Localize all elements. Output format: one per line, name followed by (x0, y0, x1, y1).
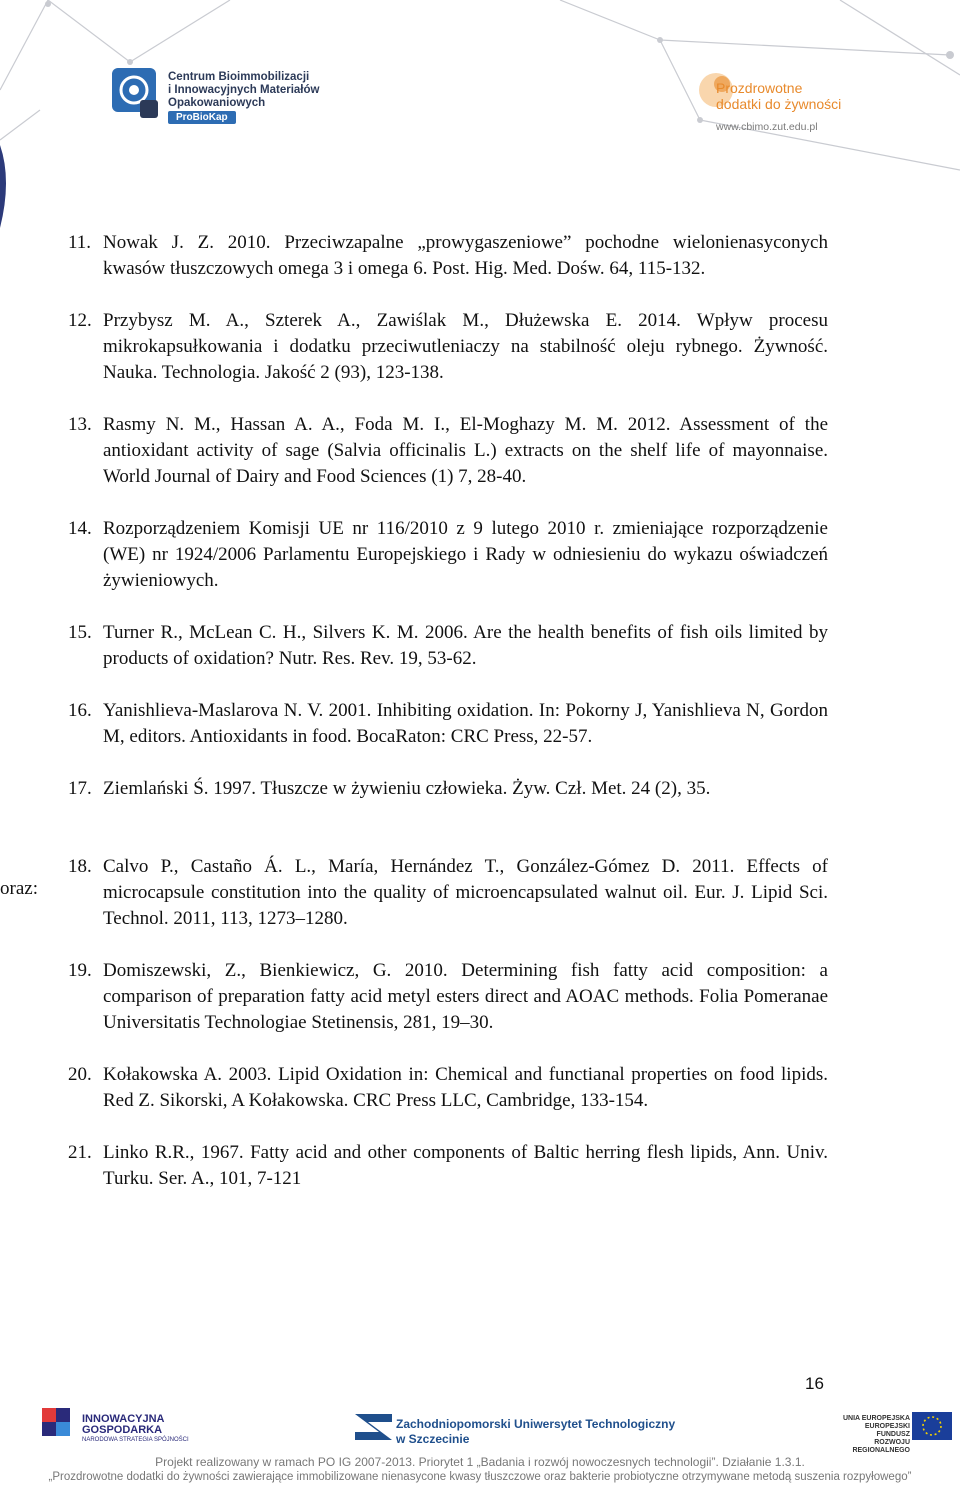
innowacyjna-gospodarka-text (82, 1414, 165, 1436)
eu-line-2: EUROPEJSKI FUNDUSZ (864, 1423, 910, 1438)
reference-number: 15. (68, 622, 92, 643)
reference-text: Calvo P., Castaño Á. L., María, Hernández T., González-Gómez D. 2011. Effects of microcapsule constitution into the quality of microencapsulated walnut oil. Eur. J. Lipid Sci. Technol. 2011, 113, 1273–1280. (103, 856, 828, 929)
eu-text (840, 1415, 910, 1455)
reference-text: Linko R.R., 1967. Fatty acid and other components of Baltic herring flesh lipids, Ann. Univ. Turku. Ser. A., 101, 7‑121 (103, 1142, 828, 1189)
reference-text: Ziemlański Ś. 1997. Tłuszcze w żywieniu człowieka. Żyw. Czł. Met. 24 (2), 35. (103, 778, 711, 799)
reference-item (68, 958, 828, 1036)
eu-flag-icon (912, 1412, 952, 1440)
eu-line-1: UNIA EUROPEJSKA (842, 1415, 910, 1422)
prozdrowotne-logo-text (716, 80, 841, 112)
reference-number: 18. (68, 856, 92, 877)
reference-number: 17. (68, 778, 92, 799)
prozdrowotne-line-1: Prozdrowotne (716, 80, 803, 96)
ig-line-2: GOSPODARKA (82, 1424, 163, 1436)
cbimo-line-1: Centrum Bioimmobilizacji (168, 71, 310, 83)
reference-item (68, 412, 828, 490)
ig-line-1: INNOWACYJNA (82, 1413, 165, 1425)
reference-text: Przybysz M. A., Szterek A., Zawiślak M., Dłużewska E. 2014. Wpływ procesu mikrokapsułkowania i dodatku przeciwutleniaczy na stabilność oleju rybnego. Żywność. Nauka. Technologia. Jakość 2 (93), 123-138. (103, 310, 828, 383)
innowacyjna-gospodarka-icon (42, 1408, 70, 1436)
reference-item (68, 308, 828, 386)
zut-line-2: w Szczecinie (396, 1432, 470, 1446)
reference-text: Domiszewski, Z., Bienkiewicz, G. 2010. Determining fish fatty acid composition: a comparison of preparation fatty acid metyl esters direct and AOAC methods. Folia Pomeranae Universitatis Technologiae Stetinensis, 281, 19–30. (103, 960, 828, 1033)
references-list (68, 230, 828, 1218)
oraz-label: oraz: (0, 878, 38, 899)
footer-project-line: Projekt realizowany w ramach PO IG 2007-2013. Priorytet 1 „Badania i rozwój nowoczesnych technologii”. Działanie 1.3.1. (155, 1455, 805, 1469)
reference-item (68, 1062, 828, 1114)
reference-number: 13. (68, 414, 92, 435)
reference-number: 11. (68, 232, 92, 253)
reference-item (68, 620, 828, 672)
ig-subtitle: NARODOWA STRATEGIA SPÓJNOŚCI (82, 1437, 189, 1443)
reference-item (68, 698, 828, 750)
zut-text (396, 1417, 675, 1447)
reference-number: 14. (68, 518, 92, 539)
reference-text: Turner R., McLean C. H., Silvers K. M. 2006. Are the health benefits of fish oils limited by products of oxidation? Nutr. Res. Rev. 19, 53-62. (103, 622, 828, 669)
reference-number: 20. (68, 1064, 92, 1085)
reference-text: Kołakowska A. 2003. Lipid Oxidation in: Chemical and functianal properties on food lipids. Red Z. Sikorski, A Kołakowska. CRC Press LLC, Cambridge, 133-154. (103, 1064, 828, 1111)
footer-project-title: „Prozdrowotne dodatki do żywności zawierające immobilizowane nienasycone kwasy tłuszczowe oraz bakterie probiotyczne otrzymywane metodą suszenia rozpyłowego” (48, 1471, 912, 1483)
reference-item (68, 1140, 828, 1192)
cbimo-line-2: i Innowacyjnych Materiałów (168, 84, 320, 96)
reference-item (68, 854, 828, 932)
reference-number: 19. (68, 960, 92, 981)
page-number: 16 (805, 1374, 824, 1393)
reference-text: Rasmy N. M., Hassan A. A., Foda M. I., El-Moghazy M. M. 2012. Assessment of the antioxidant activity of sage (Salvia officinalis L.) extracts on the shelf life of mayonnaise. World Journal of Dairy and Food Sciences (1) 7, 28-40. (103, 414, 828, 487)
cbimo-line-3: Opakowaniowych (168, 97, 266, 109)
reference-item (68, 516, 828, 594)
prozdrowotne-line-2: dodatki do żywności (716, 96, 842, 112)
reference-number: 21. (68, 1142, 92, 1163)
reference-item (68, 230, 828, 282)
reference-item (68, 776, 828, 802)
cbimo-logo-text (168, 71, 319, 110)
reference-text: Rozporządzeniem Komisji UE nr 116/2010 z 9 lutego 2010 r. zmieniające rozporządzenie (WE) nr 1924/2006 Parlamentu Europejskiego i Rady w odniesieniu do wykazu oświadczeń żywieniowych. (103, 518, 828, 591)
reference-number: 12. (68, 310, 92, 331)
zut-line-1: Zachodniopomorski Uniwersytet Technologiczny (396, 1417, 676, 1431)
header-url: www.cbimo.zut.edu.pl (716, 121, 818, 133)
probiokap-tag: ProBioKap (168, 111, 236, 124)
eu-line-3: ROZWOJU REGIONALNEGO (852, 1439, 910, 1454)
reference-text: Yanishlieva-Maslarova N. V. 2001. Inhibiting oxidation. In: Pokorny J, Yanishlieva N, Gordon M, editors. Antioxidants in food. BocaRaton: CRC Press, 22-57. (103, 700, 828, 747)
reference-text: Nowak J. Z. 2010. Przeciwzapalne „prowygaszeniowe” pochodne wielonienasyconych kwasów tłuszczowych omega 3 i omega 6. Post. Hig. Med. Dośw. 64, 115-132. (103, 232, 828, 279)
cbimo-logo-icon (110, 66, 170, 128)
reference-number: 16. (68, 700, 92, 721)
zut-logo-icon (355, 1414, 392, 1440)
